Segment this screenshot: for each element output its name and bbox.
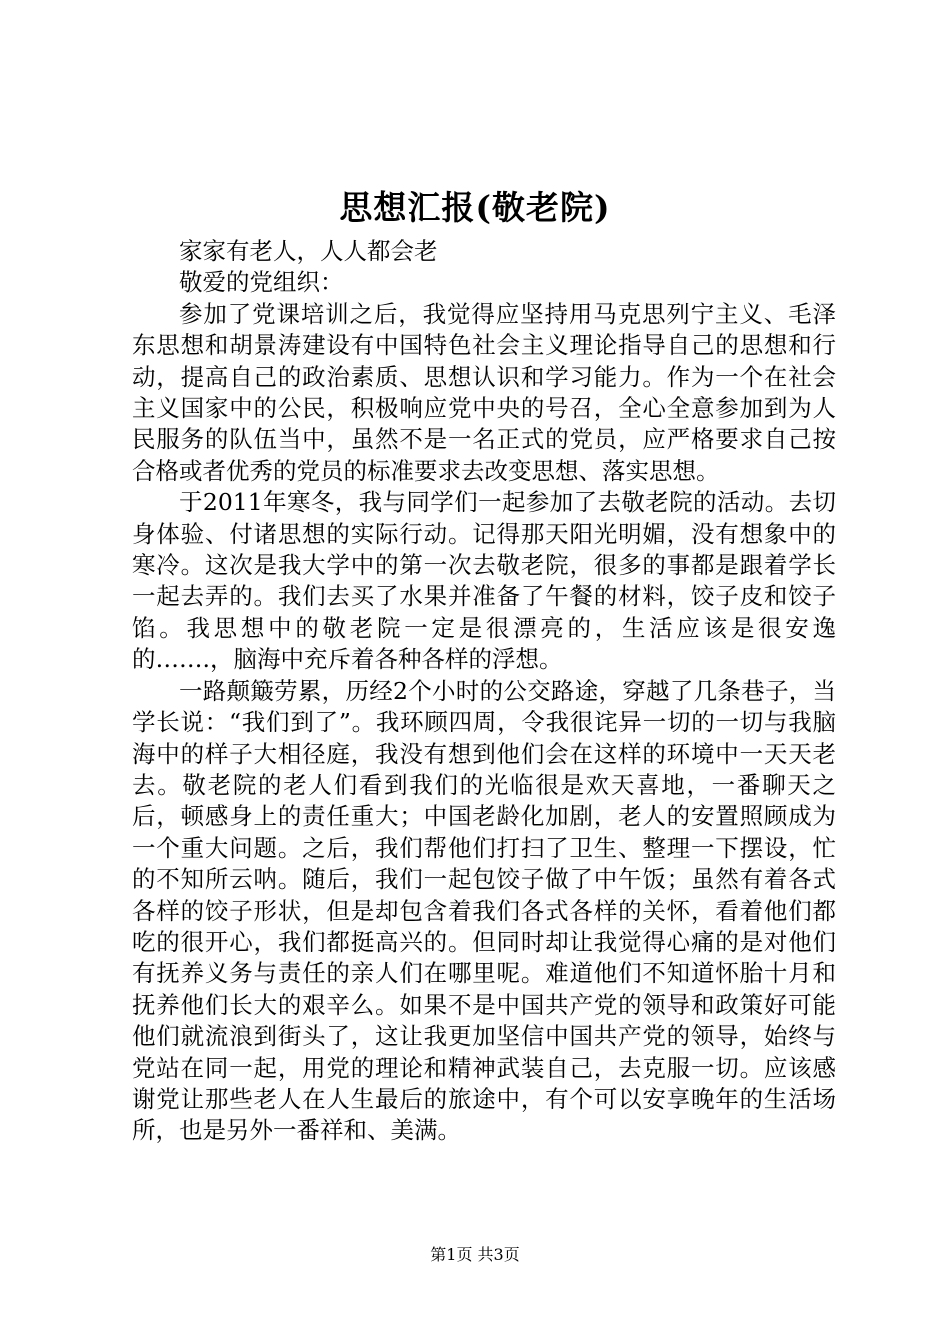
document-title: 思想汇报(敬老院) [339,188,611,227]
page-number-footer: 第1页 共3页 [430,1245,520,1264]
paragraph-activity: 于2011年寒冬，我与同学们一起参加了去敬老院的活动。去切身体验、付诸思想的实际行动。记得那天阳光明媚，没有想象中的寒冷。这次是我大学中的第一次去敬老院，很多的事都是跟着学长一起去弄的。我们去买了水果并准备了午餐的材料，饺子皮和饺子馅。我思想中的敬老院一定是很漂亮的，生活应该是很安逸的…….，脑海中充斥着各种各样的浮想。 [132,488,836,674]
paragraph-slogan: 家家有老人，人人都会老 [179,237,438,265]
paragraph-intro: 参加了党课培训之后，我觉得应坚持用马克思列宁主义、毛泽东思想和胡景涛建设有中国特色社会主义理论指导自己的思想和行动，提高自己的政治素质、思想认识和学习能力。作为一个在社会主义国家中的公民，积极响应党中央的号召，全心全意参加到为人民服务的队伍当中，虽然不是一名正式的党员，应严格要求自己按合格或者优秀的党员的标准要求去改变思想、落实思想。 [132,299,836,485]
paragraph-visit: 一路颠簸劳累，历经2个小时的公交路途，穿越了几条巷子，当学长说：“我们到了”。我环顾四周，令我很诧异一切的一切与我脑海中的样子大相径庭，我没有想到他们会在这样的环境中一天天老去。敬老院的老人们看到我们的光临很是欢天喜地，一番聊天之后，顿感身上的责任重大；中国老龄化加剧，老人的安置照顾成为一个重大问题。之后，我们帮他们打扫了卫生、整理一下摆设，忙的不知所云呐。随后，我们一起包饺子做了中午饭；虽然有着各式各样的饺子形状，但是却包含着我们各式各样的关怀，看着他们都吃的很开心，我们都挺高兴的。但同时却让我觉得心痛的是对他们有抚养义务与责任的亲人们在哪里呢。难道他们不知道怀胎十月和抚养他们长大的艰辛么。如果不是中国共产党的领导和政策好可能他们就流浪到街头了，这让我更加坚信中国共产党的领导，始终与党站在同一起，用党的理论和精神武装自己，去克服一切。应该感谢党让那些老人在人生最后的旅途中，有个可以安享晚年的生活场所，也是另外一番祥和、美满。 [132,676,836,1145]
paragraph-salutation: 敬爱的党组织： [179,268,344,297]
document-body [132,236,836,1147]
